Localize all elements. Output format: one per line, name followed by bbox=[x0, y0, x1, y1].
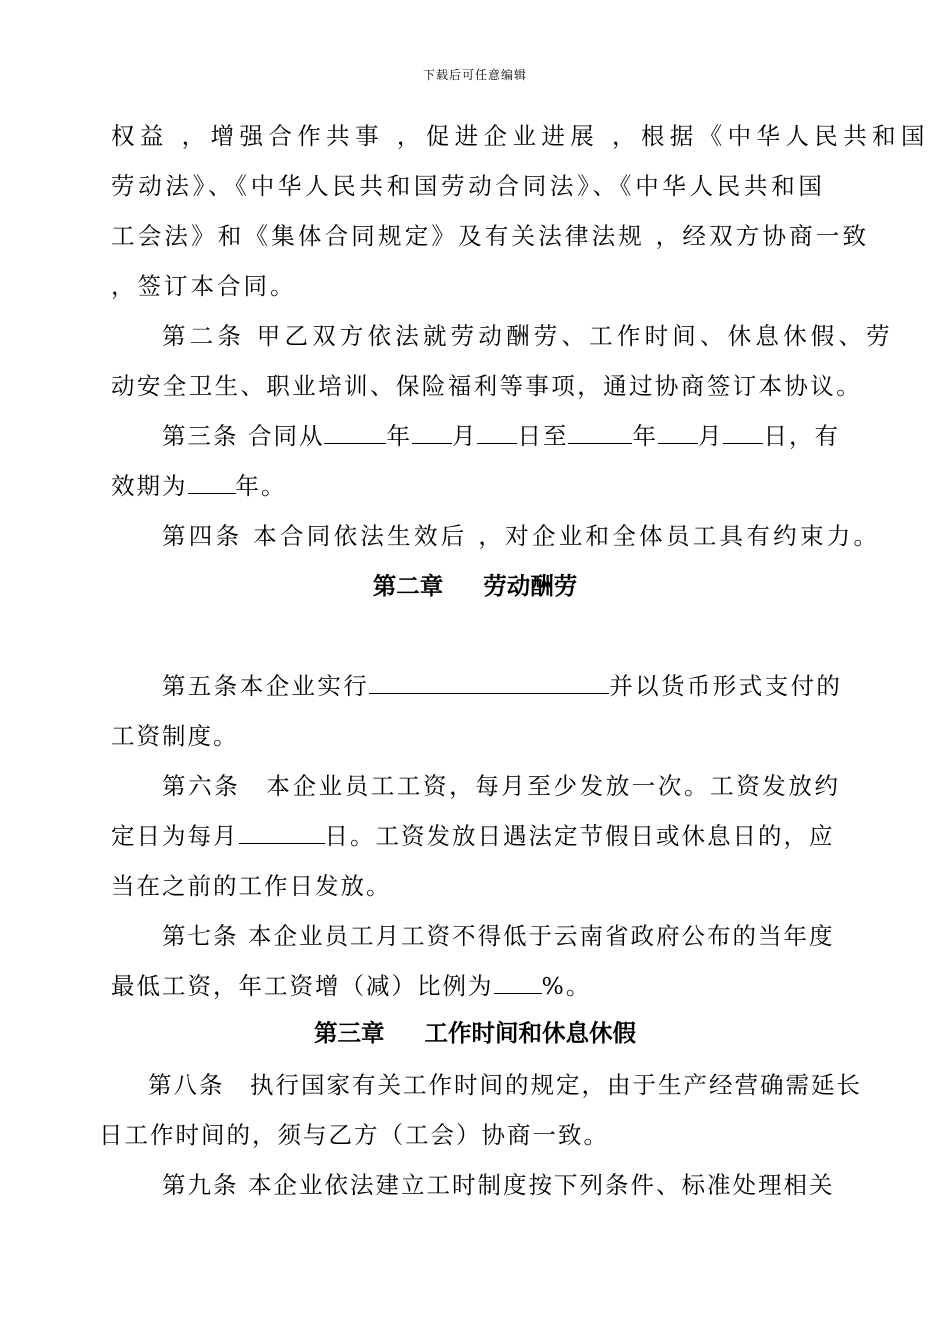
article-3-text: 第三条 合同从 bbox=[162, 422, 325, 450]
blank-wage-system[interactable] bbox=[369, 671, 609, 694]
article-3-text: 月 bbox=[451, 422, 478, 450]
blank-wage-change-percent[interactable] bbox=[494, 971, 542, 994]
article-5-line: 工资制度。 bbox=[111, 722, 239, 750]
article-6-text: 定日为每月 bbox=[111, 822, 239, 850]
page-header: 下载后可任意编辑 bbox=[422, 68, 527, 82]
article-3-text: 年 bbox=[386, 422, 412, 450]
article-3-text: 日，有 bbox=[763, 422, 840, 450]
blank-start-day[interactable] bbox=[477, 421, 517, 444]
chapter-3-heading bbox=[0, 1018, 950, 1048]
chapter-number: 第二章 bbox=[372, 572, 444, 600]
article-5-line bbox=[162, 671, 842, 701]
article-5-text: 第五条本企业实行 bbox=[162, 672, 370, 700]
article-3-text: 年。 bbox=[235, 472, 287, 500]
chapter-title: 劳动酬劳 bbox=[483, 572, 578, 600]
article-7-line bbox=[111, 971, 591, 1001]
article-3-line bbox=[162, 421, 840, 451]
article-3-text: 月 bbox=[697, 422, 724, 450]
paragraph-line: 权益 ，增强合作共事 ，促进企业进展 ，根据《中华人民共和国 bbox=[111, 122, 930, 150]
blank-end-day[interactable] bbox=[723, 421, 763, 444]
article-6-text: 日。工资发放日遇法定节假日或休息日的，应 bbox=[324, 822, 835, 850]
article-3-text: 效期为 bbox=[111, 472, 188, 500]
blank-validity-years[interactable] bbox=[188, 471, 236, 494]
blank-end-month[interactable] bbox=[658, 421, 698, 444]
paragraph-line: 劳动法》、《中华人民共和国劳动合同法》、《中华人民共和国 bbox=[111, 172, 826, 200]
article-5-text: 并以货币形式支付的 bbox=[609, 672, 843, 700]
paragraph-line: 工会法》和《集体合同规定》及有关法律法规 ，经双方协商一致 bbox=[111, 222, 870, 250]
article-9-line: 第九条 本企业依法建立工时制度按下列条件、标准处理相关 bbox=[162, 1171, 835, 1199]
blank-start-year[interactable] bbox=[324, 421, 386, 444]
blank-end-year[interactable] bbox=[568, 421, 632, 444]
article-4-line: 第四条 本合同依法生效后 ，对企业和全体员工具有约束力。 bbox=[162, 522, 881, 550]
article-8-line: 第八条 执行国家有关工作时间的规定，由于生产经营确需延长 bbox=[148, 1071, 862, 1099]
chapter-title: 工作时间和休息休假 bbox=[424, 1019, 636, 1047]
chapter-2-heading bbox=[0, 571, 950, 601]
article-6-line bbox=[111, 821, 835, 851]
chapter-number: 第三章 bbox=[314, 1019, 385, 1047]
article-3-text: 日至 bbox=[517, 422, 569, 450]
article-3-line bbox=[111, 471, 287, 501]
article-7-text: %。 bbox=[541, 972, 592, 1000]
article-7-line: 第七条 本企业员工月工资不得低于云南省政府公布的当年度 bbox=[162, 922, 835, 950]
article-7-text: 最低工资，年工资增（减）比例为 bbox=[111, 972, 494, 1000]
blank-start-month[interactable] bbox=[412, 421, 452, 444]
article-8-line: 日工作时间的，须与乙方（工会）协商一致。 bbox=[99, 1121, 609, 1149]
article-3-text: 年 bbox=[632, 422, 658, 450]
blank-pay-day[interactable] bbox=[239, 821, 325, 844]
article-6-line: 当在之前的工作日发放。 bbox=[111, 872, 392, 900]
paragraph-line: ，签订本合同。 bbox=[111, 272, 297, 300]
article-2-line: 动安全卫生、职业培训、保险福利等事项，通过协商签订本协议。 bbox=[111, 372, 863, 400]
article-6-line: 第六条 本企业员工工资，每月至少发放一次。工资发放约 bbox=[162, 772, 841, 800]
article-2-line: 第二条 甲乙双方依法就劳动酬劳、工作时间、休息休假、劳 bbox=[162, 322, 894, 350]
